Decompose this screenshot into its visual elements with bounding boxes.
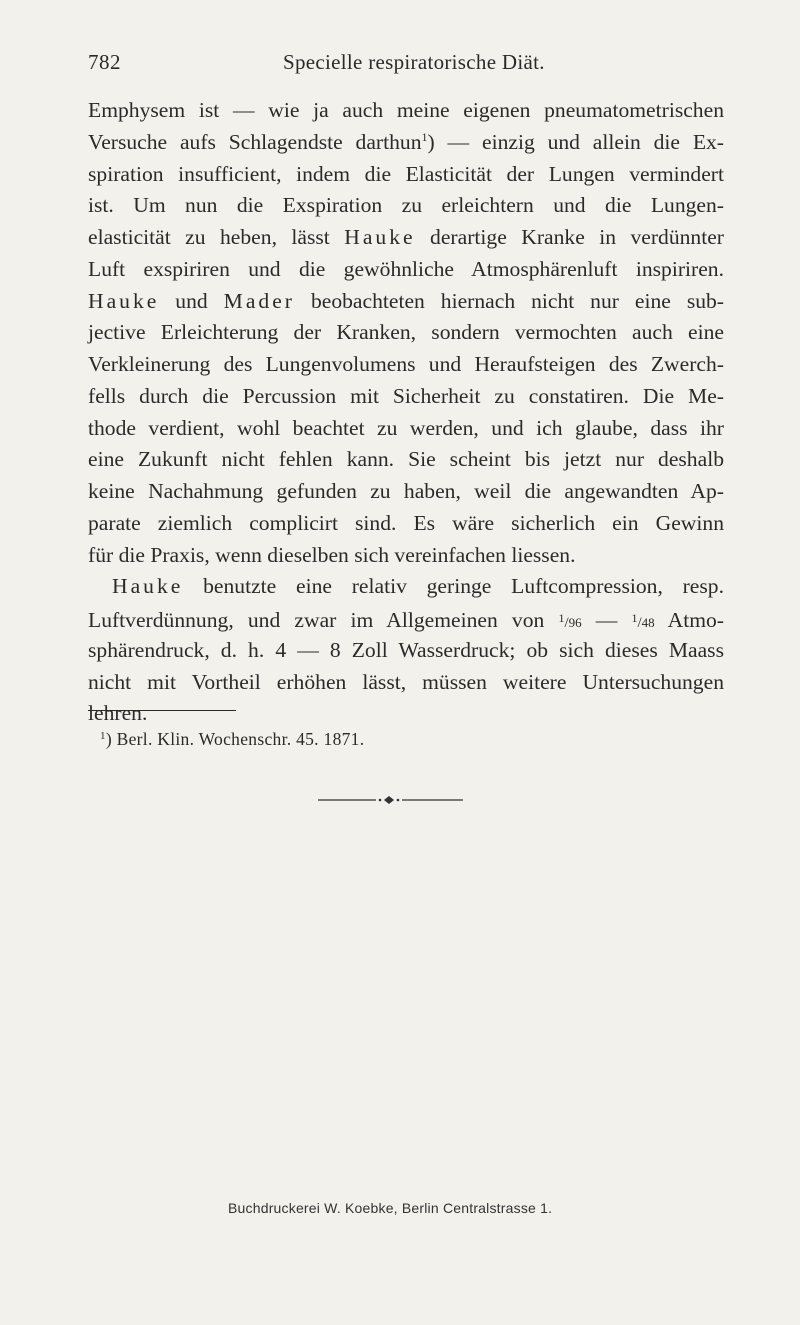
author-name: Hauke: [344, 225, 416, 249]
footnote-mark: 1: [100, 730, 106, 742]
fraction: $^1$/48: [631, 611, 655, 631]
text-line: Versuche aufs Schlagendste darthun$^1$) — einzig und allein die Ex-: [88, 129, 724, 154]
footnote: [100, 729, 364, 750]
author-name: Mader: [223, 288, 295, 313]
text-line: nicht mit Vortheil erhöhen lässt, müssen weitere Untersuchungen: [88, 669, 724, 694]
text-line: thode verdient, wohl beachtet zu werden, und ich glaube, dass ihr: [88, 415, 724, 440]
text-line: jective Erleichterung der Kranken, sondern vermochten auch eine: [88, 320, 724, 345]
text-line: parate ziemlich complicirt sind. Es wäre sicherlich ein Gewinn: [88, 510, 724, 535]
text-line: Verkleinerung des Lungenvolumens und Heraufsteigen des Zwerch-: [88, 352, 724, 376]
page-number: 782: [88, 50, 121, 74]
text-line: elasticität zu heben, lässt Hauke derartige Kranke in verdünnter: [88, 225, 724, 249]
text-line: Emphysem ist — wie ja auch meine eigenen pneumatometrischen: [88, 98, 724, 122]
footnote-reference: 1: [421, 129, 428, 144]
running-title: Specielle respiratorische Diät.: [283, 50, 545, 74]
footnote-divider: [88, 710, 236, 711]
text-line: sphärendruck, d. h. 4 — 8 Zoll Wasserdruck; ob sich dieses Maass: [88, 637, 724, 662]
text-line: ist. Um nun die Exspiration zu erleichtern und die Lungen-: [88, 193, 724, 218]
text-line: lehren.: [88, 701, 148, 726]
text-line: Hauke benutzte eine relativ geringe Luftcompression, resp.: [112, 574, 724, 599]
text-line: Luftverdünnung, und zwar im Allgemeinen von $^1$/96 — $^1$/48 Atmo-: [88, 608, 724, 632]
author-name: Hauke: [112, 574, 184, 599]
text-line: Hauke und Mader beobachteten hiernach nicht nur eine sub-: [88, 288, 725, 313]
ornament-divider: [318, 793, 463, 807]
author-name: Hauke: [88, 288, 160, 313]
fraction: $^1$/96: [558, 611, 582, 631]
footnote-text: ) Berl. Klin. Wochenschr. 45. 1871.: [105, 729, 365, 749]
printer-imprint: Buchdruckerei W. Koebke, Berlin Centralstrasse 1.: [228, 1200, 553, 1216]
text-line: spiration insufficient, indem die Elasticität der Lungen vermindert: [88, 161, 724, 186]
text-line: für die Praxis, wenn dieselben sich vereinfachen liessen.: [88, 542, 576, 567]
text-line: keine Nachahmung gefunden zu haben, weil die angewandten Ap-: [88, 479, 724, 503]
text-line: Luft exspiriren und die gewöhnliche Atmosphärenluft inspiriren.: [88, 256, 724, 281]
text-line: eine Zukunft nicht fehlen kann. Sie scheint bis jetzt nur deshalb: [88, 447, 724, 472]
text-line: fells durch die Percussion mit Sicherheit zu constatiren. Die Me-: [88, 383, 724, 408]
body-text: [88, 95, 724, 730]
page-header: [88, 50, 728, 80]
